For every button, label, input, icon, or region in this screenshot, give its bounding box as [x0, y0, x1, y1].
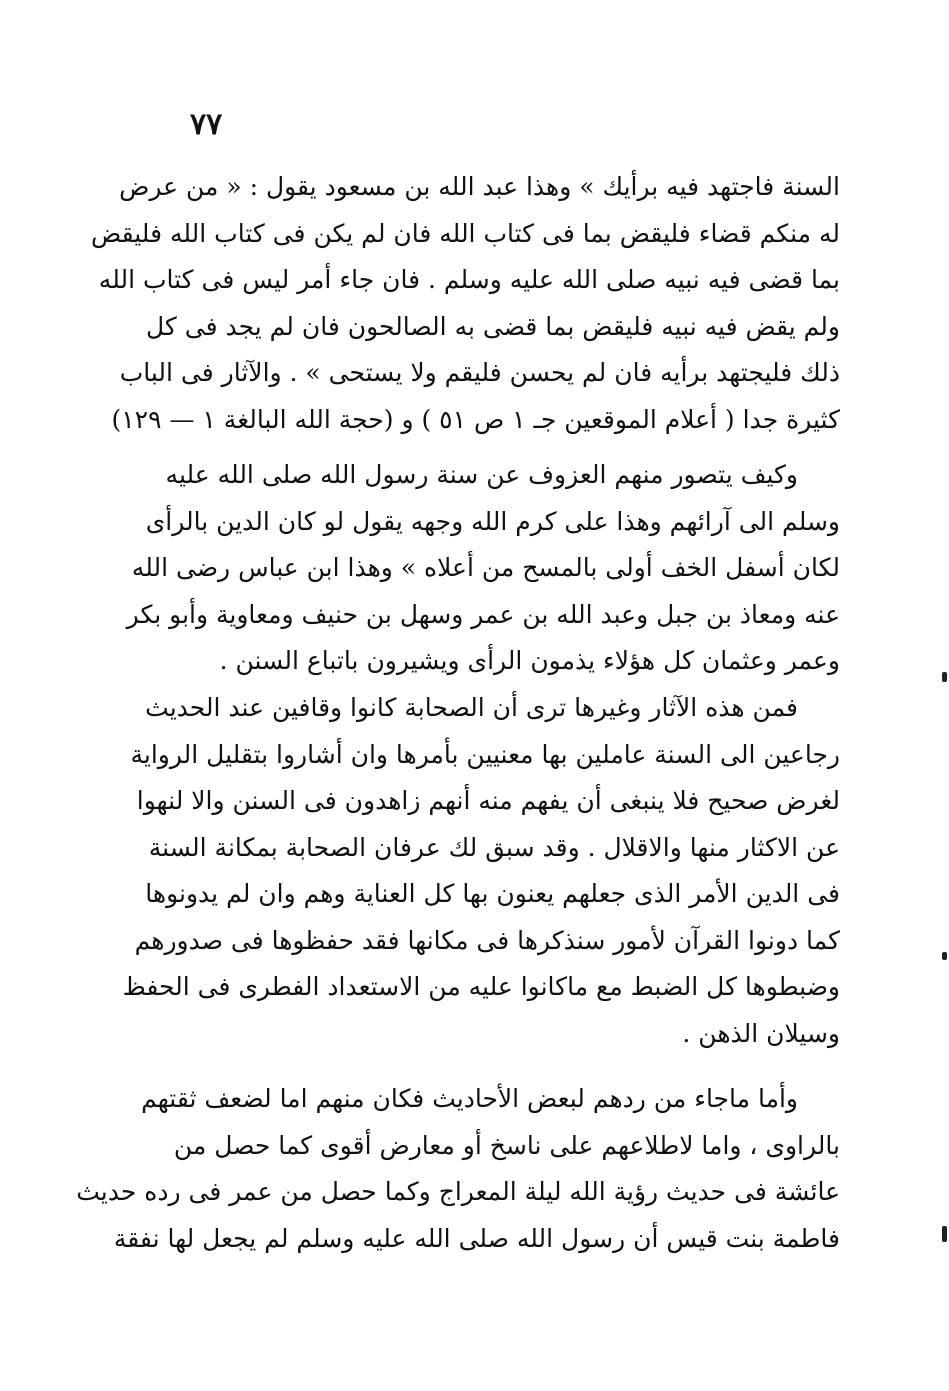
text-line: وسلم الى آرائهم وهذا على كرم الله وجهه يقول لو كان الدين بالرأى: [145, 506, 840, 536]
text-line: السنة فاجتهد فيه برأيك » وهذا عبد الله بن مسعود يقول : « من عرض: [119, 172, 840, 201]
scan-margin-mark: [942, 952, 947, 960]
text-line: كما دونوا القرآن لأمور سنذكرها فى مكانها فقد حفظوها فى صدورهم: [134, 925, 840, 955]
text-line: فى الدين الأمر الذى جعلهم يعنون بها كل العناية وهم وان لم يدونوها: [145, 879, 840, 908]
text-line: عن الاكثار منها والاقلال . وقد سبق لك عرفان الصحابة بمكانة السنة: [148, 832, 840, 862]
text-line: له منكم قضاء فليقض بما فى كتاب الله فان لم يكن فى كتاب الله فليقض: [90, 218, 840, 248]
paragraph-3: [122, 685, 840, 1057]
text-line: عنه ومعاذ بن جبل وعبد الله بن عمر وسهل بن حنيف ومعاوية وأبو بكر: [126, 599, 840, 629]
text-line: لغرض صحيح فلا ينبغى أن يفهم منه أنهم زاهدون فى السنن والا لنهوا: [136, 786, 840, 815]
scan-margin-mark: [942, 672, 947, 682]
page-number: ٧٧: [190, 107, 223, 142]
text-line: عائشة فى حديث رؤية الله ليلة المعراج وكما حصل من عمر فى رده حديث: [76, 1177, 840, 1206]
text-line: رجاعين الى السنة عاملين بها معنيين بأمرها وان أشاروا بتقليل الرواية: [130, 739, 840, 769]
text-line: وسيلان الذهن .: [682, 1018, 840, 1048]
text-line: لكان أسفل الخف أولى بالمسح من أعلاه » وهذا ابن عباس رضى الله: [131, 553, 840, 582]
paragraph-4: [76, 1076, 840, 1262]
scan-margin-mark: [942, 1226, 947, 1242]
paragraph-2: [126, 452, 840, 685]
text-line: كثيرة جدا ( أعلام الموقعين جـ ١ ص ٥١ ) و (حجة الله البالغة ١ — ١٢٩): [111, 404, 840, 434]
text-line: وكيف يتصور منهم العزوف عن سنة رسول الله صلى الله عليه: [165, 460, 798, 489]
text-line: وعمر وعثمان كل هؤلاء يذمون الرأى ويشيرون باتباع السنن .: [219, 646, 840, 675]
text-line: وضبطوها كل الضبط مع ماكانوا عليه من الاستعداد الفطرى فى الحفظ: [122, 972, 840, 1001]
paragraph-1: [90, 164, 840, 443]
text-line: بالراوى ، واما لاطلاعهم على ناسخ أو معارض أقوى كما حصل من: [173, 1130, 840, 1160]
text-line: ولم يقض فيه نبيه فليقض بما قضى به الصالحون فان لم يجد فى كل: [145, 311, 840, 341]
text-line: بما قضى فيه نبيه صلى الله عليه وسلم . فان جاء أمر ليس فى كتاب الله: [98, 265, 840, 294]
text-line: فمن هذه الآثار وغيرها ترى أن الصحابة كانوا وقافين عند الحديث: [145, 693, 798, 722]
text-line: فاطمة بنت قيس أن رسول الله صلى الله عليه وسلم لم يجعل لها نفقة: [113, 1223, 840, 1253]
text-line: وأما ماجاء من ردهم لبعض الأحاديث فكان منهم اما لضعف ثقتهم: [141, 1084, 798, 1113]
text-line: ذلك فليجتهد برأيه فان لم يحسن فليقم ولا يستحى » . والآثار فى الباب: [119, 358, 840, 387]
